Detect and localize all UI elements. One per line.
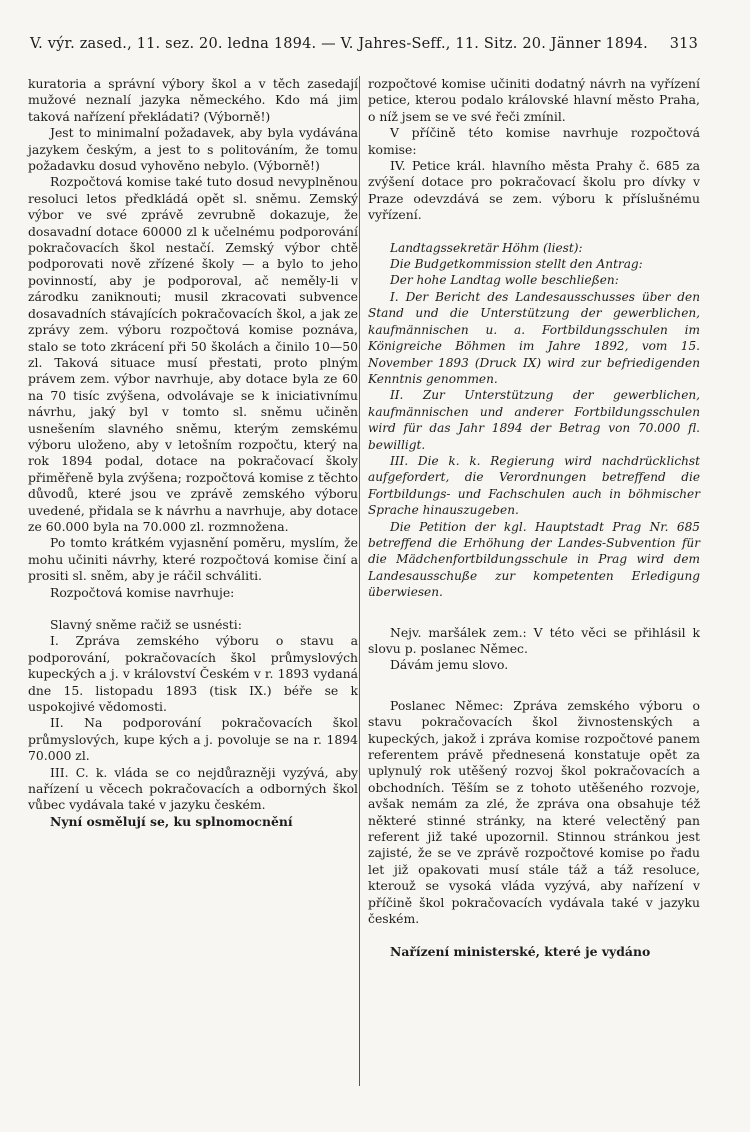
paragraph: Nyní osmělují se, ku splnomocnění xyxy=(50,813,293,829)
right-column xyxy=(368,76,700,960)
page-header xyxy=(30,36,698,62)
paragraph: Nařízení ministerské, které je vydáno xyxy=(390,943,651,959)
header-title: V. výr. zased., 11. sez. 20. ledna 1894. — V. Jahres-Seff., 11. Sitz. 20. Jänner 1894. xyxy=(30,36,648,52)
paragraph: Nejv. maršálek zem.: V této věci se přihlásil k slovu p. poslanec Němec. xyxy=(368,624,700,656)
paragraph: Rozpočtová komise navrhuje: xyxy=(50,584,235,600)
paragraph: II. Na podporování pokračovacích škol průmyslových, kupe kých a j. povoluje se na r. 1894 70.000 zl. xyxy=(28,715,358,764)
paragraph: Landtagssekretär Höhm (liest): xyxy=(390,240,583,255)
paragraph: kuratoria a správní výbory škol a v těch zasedají mužové neznalí jazyka německého. Kdo má jim taková nařízení překládati? (Výborně!) xyxy=(28,76,358,124)
paragraph: V příčině této komise navrhuje rozpočtová komise: xyxy=(368,125,700,157)
paragraph: Poslanec Němec: Zpráva zemského výboru o stavu pokračovacích škol živnostenských a kupeckých, jakož i zpráva komise rozpočtové panem referentem právě přednesená konstatuje opět za uplynulý rok utěšený rozvoj škol pokračovacích a obchodních. Těším se z tohoto utěšeného rozvoje, avšak nemám za zlé, že zpráva ona obsahuje též některé stinné stránky, na které velectěný pan referent již také upozornil. Stinnou stránkou jest zajisté, že se ve zprávě rozpočtové komise po řadu let již opakovati musí stále táž a táž resoluce, kterouž se vysoká vláda vyzývá, aby nařízení v příčině škol pokračovacích vydávala také v jazyku českém. xyxy=(368,697,700,927)
paragraph: I. Der Bericht des Landesausschusses über den Stand und die Unterstützung der gewerblichen, kaufmännischen u. a. Fortbildungsschulen im Königreiche Böhmen im Jahre 1892, vom 15. November 1893 (Druck IX) wird zur befriedigenden Kenntnis genommen. xyxy=(368,289,700,386)
paragraph: Die Budgetkommission stellt den Antrag: xyxy=(390,257,643,272)
paragraph: Po tomto krátkém vyjasnění poměru, myslím, že mohu učiniti návrhy, které rozpočtová komise činí a prositi sl. sněm, aby je ráčil schváliti. xyxy=(28,535,358,584)
paragraph: II. Zur Unterstützung der gewerblichen, kaufmännischen und anderer Fortbildungsschulen wird für das Jahr 1894 der Betrag von 70.000 fl. bewilligt. xyxy=(368,388,700,452)
paragraph: Die Petition der kgl. Hauptstadt Prag Nr. 685 betreffend die Erhöhung der Landes-Subvention für die Mädchenfortbildungsschule in Prag wird dem Landesausschuße zur kompetenten Erledigung überwiesen. xyxy=(368,519,700,600)
paragraph: Rozpočtová komise také tuto dosud nevyplněnou resoluci letos předkládá opět sl. sněmu. Zemský výbor ve své zprávě zevrubně dokazuje, že dosavadní dotace 60000 zl k učelnému podporování pokračovacích škol nestačí. Zemský výbor chtě podporovati nově zřízené školy — a bylo to jeho povinností, aby je podporoval, ač neměly-li v zárodku zaniknouti; musil zkracovati subvence dosavadních stávajících pokračovacích škol, a jak ze zprávy zem. výboru rozpočtová komise poznáva, stalo se toto zkrácení při 50 školách a činilo 10—50 zl. Taková situace musí přestati, proto plným právem zem. výbor navrhuje, aby dotace byla ze 60 na 70 tisíc zvýšena, odvolávaje se k iniciativnímu návrhu, jaký byl v tomto sl. sněmu učiněn usnešením slavného sněmu, kterým zemskému výboru uloženo, aby v letošním rozpočtu, který na rok 1894 podal, dotace na pokračovací školy přiměřeně byla zvýšena; rozpočtová komise z těchto důvodů, které jsou ve zprávě zemského výboru uvedené, přidala se k návrhu a navrhuje, aby dotace ze 60.000 byla na 70.000 zl. rozmnožena. xyxy=(28,174,358,534)
paragraph: Jest to minimalní požadavek, aby byla vydávána jazykem českým, a jest to s politováním, že tomu požadavku dosud vyhověno nebylo. (Výborně!) xyxy=(28,125,358,174)
paragraph: rozpočtové komise učiniti dodatný návrh na vyřízení petice, kterou podalo královské hlavní město Praha, o níž jsem se ve své řeči zmínil. xyxy=(368,76,700,124)
paragraph: III. Die k. k. Regierung wird nachdrücklichst aufgefordert, die Verordnungen betreffend die Fortbildungs- und Fachschulen auch in böhmischer Sprache hinauszugeben. xyxy=(368,453,700,518)
left-column xyxy=(28,76,358,830)
paragraph: Der hohe Landtag wolle beschließen: xyxy=(390,273,619,288)
paragraph: I. Zpráva zemského výboru o stavu a podporování, pokračovacích škol průmyslových kupeckých a j. v království Českém v r. 1893 vydaná dne 15. listopadu 1893 (tisk IX.) béře se k uspokojivé vědomosti. xyxy=(28,633,358,715)
paragraph: IV. Petice král. hlavního města Prahy č. 685 za zvýšení dotace pro pokračovací školu pro dívky v Praze odevzdává se zem. výboru k příslušnému vyřízení. xyxy=(368,158,700,223)
paragraph: III. C. k. vláda se co nejdůrazněji vyzývá, aby nařízení u věcech pokračovacích a odborných škol vůbec vydávala také v jazyku českém. xyxy=(28,764,358,813)
paragraph: Slavný sněme račiž se usnésti: xyxy=(50,617,242,632)
column-divider xyxy=(359,76,360,1086)
page-number: 313 xyxy=(669,36,698,52)
paragraph: Dávám jemu slovo. xyxy=(390,657,509,673)
